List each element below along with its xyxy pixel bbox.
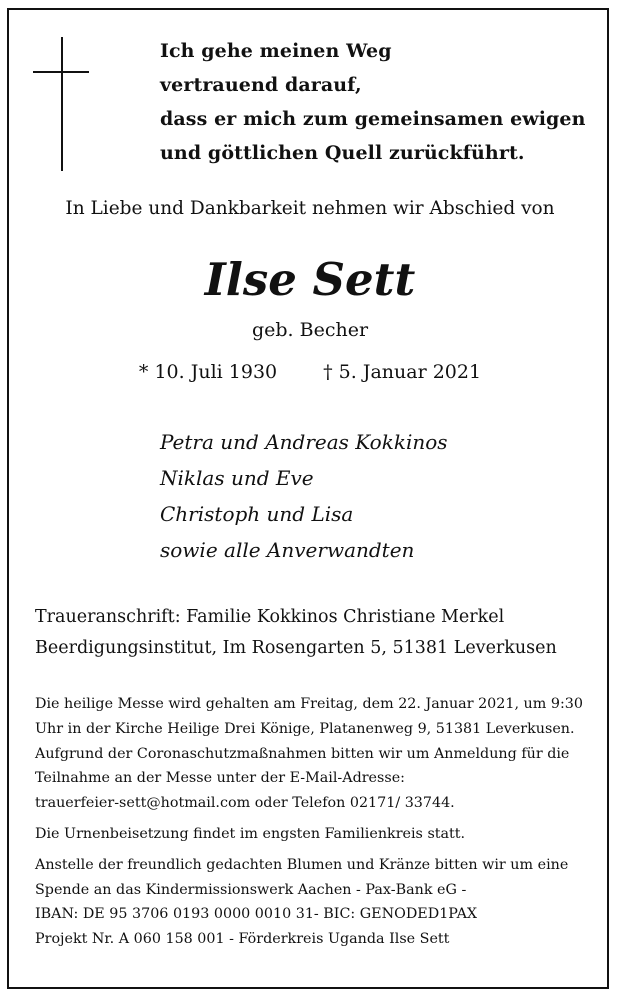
burial-line: Die Urnenbeisetzung findet im engsten Familienkreis statt. bbox=[35, 825, 466, 842]
address-line: Traueranschrift: Familie Kokkinos Christiane Merkel bbox=[35, 607, 505, 627]
donation-line: IBAN: DE 95 3706 0193 0000 0010 31- BIC: GENODED1PAX bbox=[35, 906, 478, 923]
donation-line: Spende an das Kindermissionswerk Aachen - Pax-Bank eG - bbox=[35, 881, 467, 898]
life-dates bbox=[0, 358, 620, 386]
poem-verse bbox=[160, 34, 600, 170]
mourner-line: Christoph und Lisa bbox=[160, 502, 354, 526]
poem-line: und göttlichen Quell zurückführt. bbox=[160, 142, 525, 164]
mass-line: Uhr in der Kirche Heilige Drei Könige, Platanenweg 9, 51381 Leverkusen. bbox=[35, 720, 575, 737]
poem-line: Ich gehe meinen Weg bbox=[160, 40, 392, 62]
donation-line: Anstelle der freundlich gedachten Blumen und Kränze bitten wir um eine bbox=[35, 856, 569, 873]
service-details bbox=[35, 692, 610, 952]
maiden-name: geb. Becher bbox=[251, 319, 369, 341]
mass-line: Die heilige Messe wird gehalten am Freitag, dem 22. Januar 2021, um 9:30 bbox=[35, 696, 583, 712]
death-date: † 5. Januar 2021 bbox=[323, 361, 482, 383]
mourners-list bbox=[160, 424, 600, 568]
address-line: Beerdigungsinstitut, Im Rosengarten 5, 51381 Leverkusen bbox=[35, 638, 557, 658]
donation-line: Projekt Nr. A 060 158 001 - Förderkreis Uganda Ilse Sett bbox=[35, 931, 450, 948]
mourner-line: sowie alle Anverwandten bbox=[160, 538, 415, 562]
poem-line: dass er mich zum gemeinsamen ewigen bbox=[160, 108, 586, 130]
mourner-line: Niklas und Eve bbox=[160, 466, 314, 490]
birth-date: * 10. Juli 1930 bbox=[138, 361, 278, 383]
mass-line: trauerfeier-sett@hotmail.com oder Telefon 02171/ 33744. bbox=[35, 795, 455, 812]
mourning-address bbox=[35, 602, 610, 664]
mass-line: Aufgrund der Coronaschutzmaßnahmen bitten wir um Anmeldung für die bbox=[35, 745, 570, 762]
mourner-line: Petra und Andreas Kokkinos bbox=[160, 430, 448, 454]
farewell-intro: In Liebe und Dankbarkeit nehmen wir Abschied von bbox=[65, 198, 555, 219]
deceased-name: Ilse Sett bbox=[204, 253, 416, 306]
poem-line: vertrauend darauf, bbox=[160, 74, 362, 96]
mass-line: Teilnahme an der Messe unter der E-Mail-Adresse: bbox=[35, 770, 405, 787]
